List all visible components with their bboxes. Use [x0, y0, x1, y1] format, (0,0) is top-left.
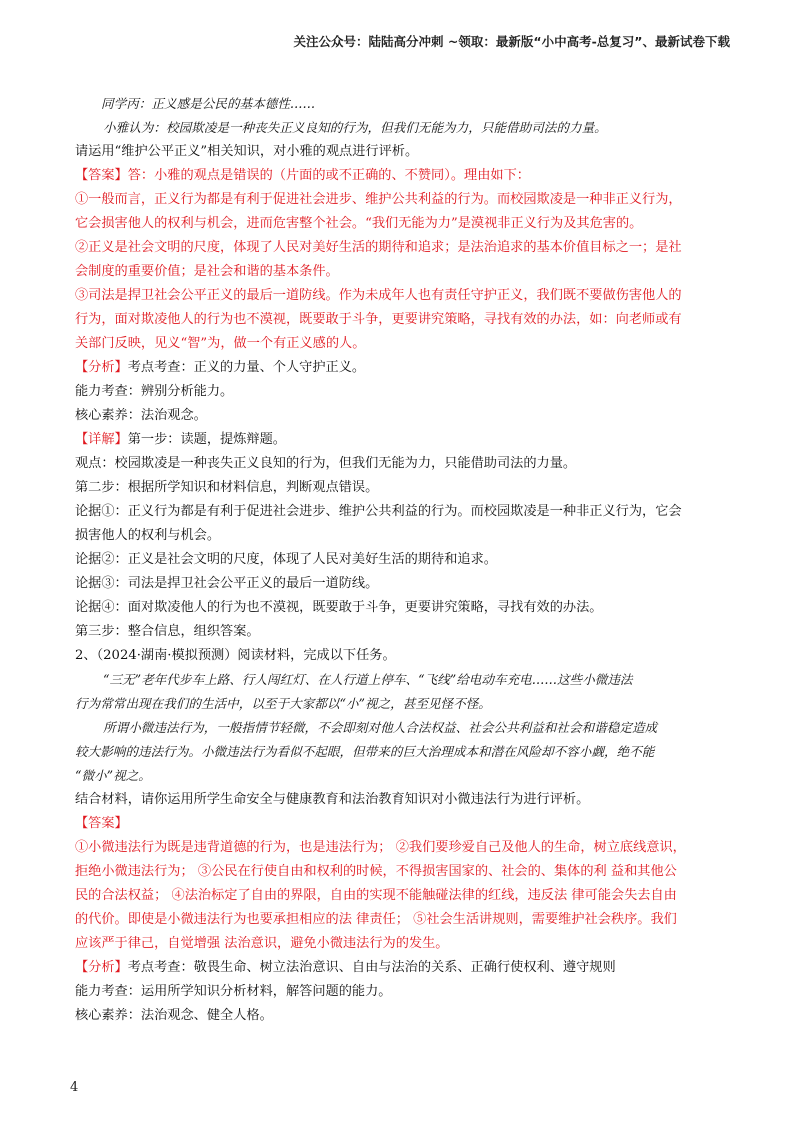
q1-answer-line: 行为，面对欺凌他人的行为也不漠视，既要敢于斗争，更要讲究策略，寻找有效的办法，如：向老师或有 [75, 312, 682, 327]
q2-answer-line: ①小微违法行为既是违背道德的行为，也是违法行为； ②我们要珍爱自己及他人的生命，树立底线意识， [75, 840, 686, 855]
q1-answer-line: 会制度的重要价值；是社会和谐的基本条件。 [75, 264, 339, 279]
q2-answer-line: 拒绝小微违法行为； ③公民在行使自由和权利的时候，不得损害国家的、社会的、集体的利 益和其他公 [75, 864, 677, 879]
q2-ability: 能力考查：运用所学知识分析材料，解答问题的能力。 [75, 984, 392, 999]
analysis-tag: 【分析】 [75, 960, 128, 975]
q2-literacy: 核心素养：法治观念、健全人格。 [75, 1008, 273, 1023]
page-header: 关注公众号：陆陆高分冲刺 ~领取：最新版“小中高考-总复习”、最新试卷下载 [293, 34, 730, 49]
xiaoya-view: 小雅认为：校园欺凌是一种丧失正义良知的行为，但我们无能为力，只能借助司法的力量。 [103, 120, 607, 135]
q2-material-line: 所谓小微违法行为，一般指情节轻微，不会即刻对他人合法权益、社会公共利益和社会和谐稳定造成 [103, 720, 658, 735]
answer-tag: 【答案】 [75, 168, 128, 183]
q2-task: 结合材料，请你运用所学生命安全与健康教育和法治教育知识对小微违法行为进行评析。 [75, 792, 590, 807]
page-number: 4 [70, 1080, 79, 1095]
q1-detail-line: 观点：校园欺凌是一种丧失正义良知的行为，但我们无能为力，只能借助司法的力量。 [75, 456, 577, 471]
q1-answer-line: ③司法是捍卫社会公平正义的最后一道防线。作为未成年人也有责任守护正义，我们既不要做伤害他人的 [75, 288, 682, 303]
q1-detail-line: 论据③：司法是捍卫社会公平正义的最后一道防线。 [75, 576, 379, 591]
q1-answer-line: ②正义是社会文明的尺度，体现了人民对美好生活的期待和追求；是法治追求的基本价值目标之一；是社 [75, 240, 682, 255]
q1-detail-line: 第三步：整合信息，组织答案。 [75, 624, 260, 639]
detail-tag: 【详解】 [75, 432, 128, 447]
q2-analysis: 【分析】考点考查：敬畏生命、树立法治意识、自由与法治的关系、正确行使权利、遵守规则 [75, 960, 616, 975]
q2-material-line: 行为常常出现在我们的生活中，以至于大家都以“小”视之，甚至见怪不怪。 [75, 696, 491, 711]
q1-detail-line: 损害他人的权利与机会。 [75, 528, 221, 543]
q2-answer-line: 应该严于律己，自觉增强 法治意识，避免小微违法行为的发生。 [75, 936, 449, 951]
q2-title: 2、（2024·湖南·模拟预测）阅读材料，完成以下任务。 [75, 648, 396, 663]
q1-detail: 【详解】第一步：读题，提炼辩题。 [75, 432, 286, 447]
q1-detail-line: 论据①：正义行为都是有利于促进社会进步、维护公共利益的行为。而校园欺凌是一种非正义行为，它会 [75, 504, 682, 519]
q1-detail-line: 论据②：正义是社会文明的尺度，体现了人民对美好生活的期待和追求。 [75, 552, 497, 567]
q1-answer-line: ①一般而言，正义行为都是有利于促进社会进步、维护公共利益的行为。而校园欺凌是一种非正义行为， [75, 192, 682, 207]
q1-detail-line: 第二步：根据所学知识和材料信息，判断观点错误。 [75, 480, 379, 495]
document-body [75, 92, 725, 1028]
q1-literacy: 核心素养：法治观念。 [75, 408, 207, 423]
q2-material-line: “三无”老年代步车上路、行人闯红灯、在人行道上停车、“飞线”给电动车充电……这些小微违法 [103, 672, 633, 687]
analysis-tag: 【分析】 [75, 360, 128, 375]
student-c-statement: 同学丙：正义感是公民的基本德性…… [101, 96, 316, 111]
q2-answer-line: 民的合法权益； ④法治标定了自由的界限，自由的实现不能触碰法律的红线，违反法 律可能会失去自由 [75, 888, 677, 903]
q2-material-line: “微小”视之。 [75, 768, 151, 783]
q1-answer-lead: 【答案】答：小雅的观点是错误的（片面的或不正确的、不赞同）。理由如下： [75, 168, 530, 183]
q2-answer-line: 的代价。即使是小微违法行为也要承担相应的法 律责任； ⑤社会生活讲规则，需要维护社会秩序。我们 [75, 912, 677, 927]
q1-ability: 能力考查：辨别分析能力。 [75, 384, 234, 399]
q1-prompt: 请运用“维护公平正义”相关知识，对小雅的观点进行评析。 [75, 144, 419, 159]
q1-detail-line: 论据④：面对欺凌他人的行为也不漠视，既要敢于斗争，更要讲究策略，寻找有效的办法。 [75, 600, 603, 615]
q2-answer-tag: 【答案】 [75, 816, 128, 831]
q2-material-line: 较大影响的违法行为。小微违法行为看似不起眼，但带来的巨大治理成本和潜在风险却不容小觑，绝不能 [75, 744, 655, 759]
q1-answer-line: 关部门反映，见义“智”为，做一个有正义感的人。 [75, 336, 366, 351]
q1-answer-line: 它会损害他人的权利与机会，进而危害整个社会。“我们无能为力”是漠视非正义行为及其危害的。 [75, 216, 643, 231]
q1-analysis: 【分析】考点考查：正义的力量、个人守护正义。 [75, 360, 366, 375]
